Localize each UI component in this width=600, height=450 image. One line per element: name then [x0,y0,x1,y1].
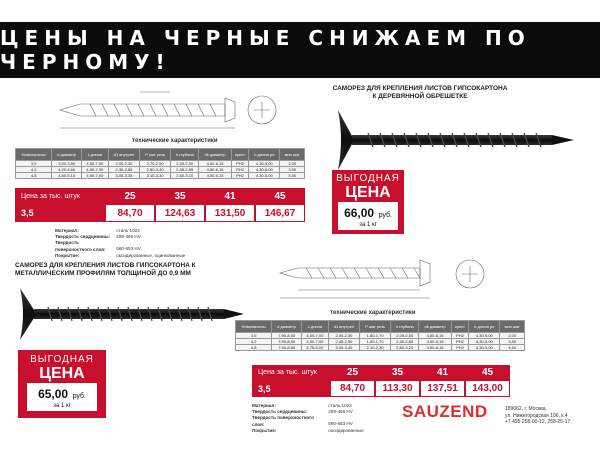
promo-currency: руб. [72,393,86,400]
table-cell: 4,50-6,15 [199,167,231,173]
table-cell: 2,10-2,30 [360,345,391,351]
table-cell: 2,60-3,20 [391,345,419,351]
tech-title-2: технические характеристики [330,310,416,316]
spec-header-cell: d1 внутрен [328,321,359,333]
mat-value: сталь 1022 [328,403,352,408]
price-header-1 [15,188,305,204]
diameter-value: 3,5 [15,204,105,222]
spec-header-cell: крест [231,149,249,161]
table-cell: 4,50 [280,173,305,179]
spec-header-cell: dk диаметр [419,321,451,333]
spec-table-header [236,321,525,333]
price-35: 124,63 [155,204,205,222]
price-41: 137,51 [420,380,465,397]
product2-heading: САМОРЕЗ ДЛЯ КРЕПЛЕНИЯ ЛИСТОВ ГИПСОКАРТОНА К МЕТАЛЛИЧЕСКИМ ПРОФИЛЯМ ТОЛЩИНОЙ ДО 0,9 ММ [15,262,196,278]
table-cell: 4,50-7,00 [81,167,108,173]
table-cell: 4,8 [16,173,52,179]
address-line2: ул. Нижегородская 106, к.4 [505,412,568,419]
spec-table-1 [15,148,305,179]
phone: +7 495 258-00-12, 258-25-17 [505,419,571,425]
table-cell: 3,05-3,35 [108,173,139,179]
table-cell: 4,30-5,00 [249,167,280,173]
length-45: 45 [465,365,510,380]
price-values-2 [252,380,510,397]
screw-drawing-bottom [260,246,495,306]
table-cell: PH2 [231,161,249,167]
mat-value: сталь 1022 [116,228,140,233]
mat-key: Твердость поверхностного слоя: [55,240,106,252]
table-cell: 2,35-2,65 [108,167,139,173]
mat-value: оксидированные, оцинкованные [116,252,186,258]
mat-value: оксидированные [328,427,364,433]
table-cell: 4,30-5,00 [469,339,500,345]
spec-header-cell: мин шаг [280,149,305,161]
table-cell: 1,60-1,70 [360,333,391,339]
spec-header-cell: P шаг резь [140,149,171,161]
length-25: 25 [105,188,155,204]
promo-price-box [338,202,398,230]
price-45: 143,00 [465,380,510,397]
length-25: 25 [330,365,375,380]
promo-box-1 [332,170,404,234]
table-row [236,339,525,345]
spec-header-cell: h глубина [391,321,419,333]
table-cell: 4,50-6,15 [419,339,451,345]
mat-key: Покрытие: [252,427,277,433]
table-cell: 2,00-2,30 [108,161,139,167]
spec-header-cell: d1 внутрен [108,149,139,161]
price-35: 113,30 [375,380,420,397]
length-41: 41 [420,365,465,380]
table-cell: 3,5 [16,161,52,167]
table-row [16,173,305,179]
table-row [236,345,525,351]
table-cell: 4,30-5,00 [249,173,280,179]
table-cell: 2,45-2,90 [328,339,359,345]
spec-header-cell: h глубина [171,149,199,161]
table-cell: 4,8 [236,345,272,351]
table-cell: 2,55-2,95 [171,167,199,173]
mat-key: Твердость сердцевины: [252,409,308,415]
table-cell: PH2 [451,345,469,351]
table-cell: 1,60-1,70 [360,339,391,345]
sauzend-logo: SAUZEND [402,402,488,421]
spec-header-cell: крест [451,321,469,333]
spec-header-cell: Номинальны [236,321,272,333]
promo-currency: руб. [378,212,392,219]
table-cell: 4,50 [500,345,525,351]
promo-line1: ВЫГОДНАЯ [30,354,94,365]
mat-value: 289-466 HV [116,234,141,240]
table-cell: 4,20-4,60 [52,167,82,173]
length-35: 35 [375,365,420,380]
table-cell: 7,90-8,50 [272,345,302,351]
length-35: 35 [155,188,205,204]
table-cell: 4,2 [236,339,272,345]
spec-header-cell: d диаметр [52,149,82,161]
table-cell: 2,30-2,65 [391,339,419,345]
spec-header-cell: L длина [81,149,108,161]
price-25: 84,70 [330,380,375,397]
spec-header-cell: Номинальны [16,149,52,161]
table-cell: 3,5 [236,333,272,339]
price-41: 131,50 [205,204,255,222]
table-cell: 2,80-3,40 [140,167,171,173]
promo-unit: за 1 кг [53,403,71,409]
spec-header-cell: b длина ре [469,321,500,333]
screw-drawing-top [40,84,280,134]
table-cell: 4,30-5,00 [469,333,500,339]
spec-header-cell: b длина ре [249,149,280,161]
table-cell: 7,90-8,50 [272,333,302,339]
table-cell: 4,30-5,00 [469,345,500,351]
spec-header-cell: мин шаг [500,321,525,333]
table-cell: 2,00 [500,333,525,339]
table-cell: PH2 [451,339,469,345]
promo-line2: ЦЕНА [345,184,391,201]
table-cell: 4,50-6,15 [199,173,231,179]
table-cell: 4,75-5,00 [301,345,328,351]
mat-key: Материал: [55,228,79,233]
length-41: 41 [205,188,255,204]
table-cell: 3,50 [500,339,525,345]
tech-title-1: технические характеристики [132,138,218,144]
mat-key: Материал: [252,403,276,408]
banner [0,22,600,78]
spec-header-cell: dk диаметр [199,149,231,161]
table-cell: 2,70-2,90 [140,161,171,167]
promo-price: 65,00 [38,387,69,401]
table-cell: 3,00-3,40 [328,345,359,351]
price-header-2 [252,365,510,380]
diameter-value: 3,5 [252,380,330,397]
banner-text: ЦЕНЫ НА ЧЕРНЫЕ СНИЖАЕМ ПО ЧЕРНОМУ! [0,26,531,74]
table-cell: 4,50-7,00 [301,339,328,345]
price-25: 84,70 [105,204,155,222]
table-cell: 2,00-2,30 [328,333,359,339]
table-cell: PH2 [451,333,469,339]
price-label: Цена за тыс. штук [252,365,330,380]
black-screw-photo-1 [318,100,583,180]
table-row [16,161,305,167]
spec-table-header [16,149,305,161]
spec-header-cell: P шаг резь [360,321,391,333]
promo-line1: ВЫГОДНАЯ [336,173,400,184]
table-cell: 3,50 [280,167,305,173]
black-screw-photo-2 [12,284,252,344]
materials-2 [252,403,364,434]
price-label: Цена за тыс. штук [15,188,105,204]
price-values-1 [15,204,305,222]
mat-value: 560-653 HV [116,246,141,252]
mat-value: 560-653 HV [328,421,353,427]
price-45: 146,67 [255,204,305,222]
mat-key: Твердость сердцевины: [55,234,111,240]
table-cell: 2,60-3,10 [171,173,199,179]
materials-1 [55,228,185,259]
table-cell: 4,50-7,00 [81,161,108,167]
spec-header-cell: d диаметр [272,321,302,333]
table-cell: 3,15-3,30 [140,173,171,179]
promo-price: 66,00 [344,206,375,220]
table-cell: 2,00 [280,161,305,167]
table-cell: 4,50-6,15 [199,161,231,167]
table-cell: 3,50-3,80 [52,161,82,167]
table-row [236,333,525,339]
mat-value: 289-466 HV [328,409,353,415]
promo-unit: за 1 кг [359,222,377,228]
promo1-heading: САМОРЕЗ ДЛЯ КРЕПЛЕНИЯ ЛИСТОВ ГИПСОКАРТОНА К ДЕРЕВЯННОЙ ОБРЕШЕТКЕ [332,85,508,101]
promo-line2: ЦЕНА [39,365,85,382]
table-cell: 2,05-2,50 [391,333,419,339]
table-row [16,167,305,173]
table-cell: 4,30-5,00 [249,161,280,167]
table-cell: 4,50-6,15 [419,333,451,339]
mat-key: Твердость поверхностного слоя: [252,415,314,427]
address-line1: 189062, г. Москва, [505,406,547,412]
table-cell: 4,80-5,10 [52,173,82,179]
table-cell: 4,50-7,00 [301,333,328,339]
table-cell: 4,50-7,00 [81,173,108,179]
promo-box-2 [18,350,106,418]
spec-table-2 [235,320,525,351]
length-45: 45 [255,188,305,204]
spec-header-cell: L длина [301,321,328,333]
table-cell: 7,90-8,50 [272,339,302,345]
table-cell: 2,05-2,50 [171,161,199,167]
promo-price-box [27,383,97,411]
table-cell: PH2 [231,173,249,179]
table-cell: 4,50-6,15 [419,345,451,351]
mat-key: Покрытие: [55,252,80,258]
table-cell: 4,2 [16,167,52,173]
contacts [505,406,570,426]
table-cell: PH2 [231,167,249,173]
